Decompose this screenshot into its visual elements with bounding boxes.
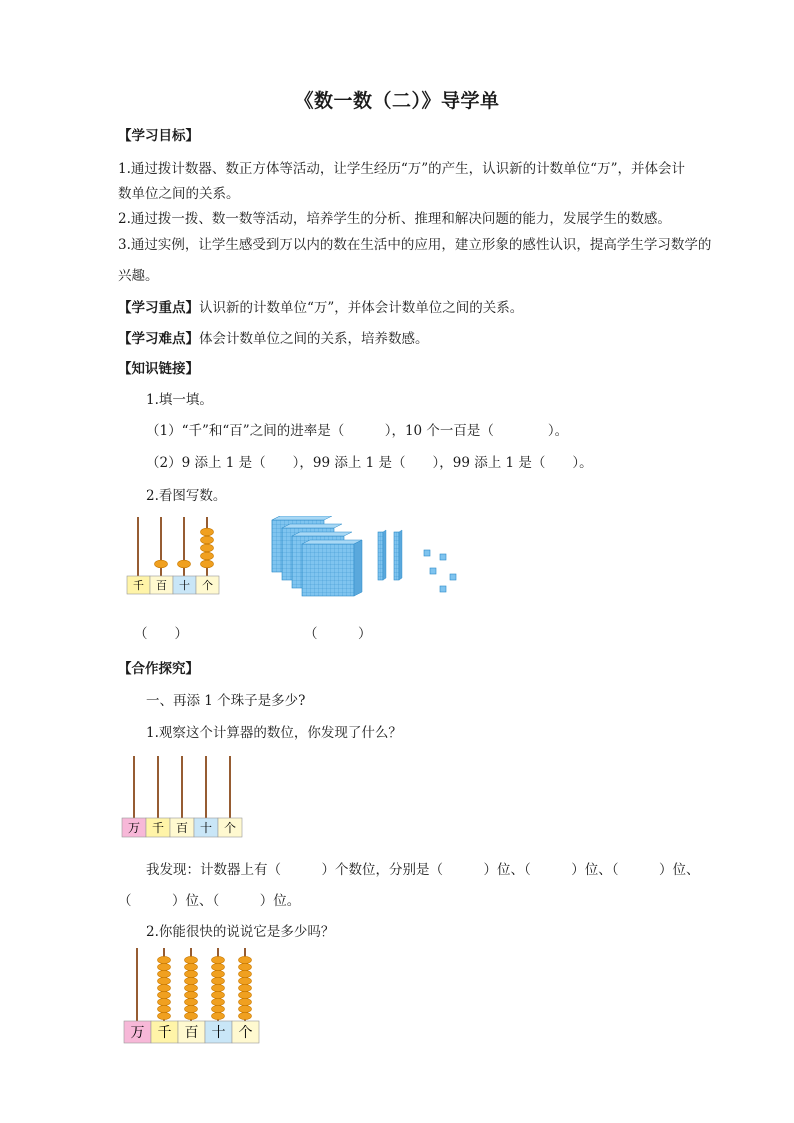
abacus-2-label-bai: 百 xyxy=(175,821,189,835)
bead xyxy=(158,963,171,970)
bead xyxy=(212,984,225,991)
bead xyxy=(239,1012,252,1019)
goal-2: 2.通过拨一拨、数一数等活动，培养学生的分析、推理和解决问题的能力，发展学生的数感。 xyxy=(118,211,671,227)
answer-blank-1[interactable]: （ ） xyxy=(134,626,188,642)
bead xyxy=(158,998,171,1005)
bead xyxy=(158,970,171,977)
goal-1-line-1: 1.通过拨计数器、数正方体等活动，让学生经历“万”的产生，认识新的计数单位“万”，并体会计 xyxy=(118,161,685,177)
abacus-3-beads xyxy=(158,956,252,1019)
abacus-3-label-ge: 个 xyxy=(238,1025,253,1041)
answer-blank-2[interactable]: （ ） xyxy=(304,626,372,642)
goal-3-line-2: 兴趣。 xyxy=(118,268,159,284)
key-point xyxy=(118,296,523,316)
bead xyxy=(185,956,198,963)
difficulty xyxy=(118,327,429,347)
abacus-2 xyxy=(120,752,244,840)
bead xyxy=(239,1005,252,1012)
finding-line-2: （ ）位、（ ）位。 xyxy=(118,893,301,909)
abacus-2-labels xyxy=(122,818,242,837)
abacus-1-label-bai: 百 xyxy=(156,579,167,592)
bead xyxy=(158,1012,171,1019)
bead xyxy=(158,956,171,963)
ten-rods xyxy=(378,530,402,580)
key-point-label: 【学习重点】 xyxy=(118,300,199,316)
goal-3-line-1: 3.通过实例，让学生感受到万以内的数在生活中的应用，建立形象的感性认识，提高学生学习数学的 xyxy=(118,237,712,253)
abacus-1-labels xyxy=(127,576,219,594)
explore-heading: 【合作探究】 xyxy=(118,661,199,677)
goals-heading: 【学习目标】 xyxy=(118,128,199,144)
explore-q1: 1.观察这个计算器的数位，你发现了什么？ xyxy=(146,725,402,741)
abacus-3-label-shi: 十 xyxy=(211,1025,226,1041)
abacus-1 xyxy=(124,512,224,597)
bead xyxy=(239,998,252,1005)
bead xyxy=(185,977,198,984)
bead xyxy=(185,984,198,991)
bead xyxy=(239,963,252,970)
bead xyxy=(185,1012,198,1019)
bead xyxy=(212,991,225,998)
abacus-2-label-shi: 十 xyxy=(199,821,213,835)
bead xyxy=(239,956,252,963)
abacus-3-label-qian: 千 xyxy=(157,1025,172,1041)
bead xyxy=(212,998,225,1005)
bead xyxy=(239,991,252,998)
bead xyxy=(185,970,198,977)
bead xyxy=(239,984,252,991)
abacus-1-label-ge: 个 xyxy=(202,579,213,592)
bead xyxy=(158,1005,171,1012)
bead xyxy=(185,998,198,1005)
key-point-text: 认识新的计数单位“万”，并体会计数单位之间的关系。 xyxy=(199,300,524,316)
bead xyxy=(158,991,171,998)
abacus-1-label-qian: 千 xyxy=(133,579,144,592)
bead xyxy=(212,963,225,970)
abacus-3-label-bai: 百 xyxy=(184,1025,199,1041)
abacus-1-rods xyxy=(138,517,207,579)
bead xyxy=(212,1012,225,1019)
abacus-2-rods xyxy=(134,756,230,820)
bead xyxy=(239,977,252,984)
explore-part-1: 一、再添 1 个珠子是多少? xyxy=(146,693,306,709)
abacus-3-labels xyxy=(124,1021,259,1043)
bead xyxy=(185,1005,198,1012)
thousand-cubes xyxy=(272,516,362,596)
abacus-2-label-ge: 个 xyxy=(223,821,237,835)
unit-cubes xyxy=(424,550,456,592)
base-ten-blocks xyxy=(268,516,468,606)
bead xyxy=(212,1005,225,1012)
knowledge-q1: 1.填一填。 xyxy=(146,392,213,408)
bead xyxy=(158,984,171,991)
abacus-2-label-qian: 千 xyxy=(151,821,165,835)
difficulty-text: 体会计数单位之间的关系，培养数感。 xyxy=(199,331,429,347)
finding-line-1: 我发现：计数器上有（ ）个数位，分别是（ ）位、（ ）位、（ ）位、 xyxy=(146,862,700,878)
knowledge-q1a: （1）“千”和“百”之间的进率是（ ），10 个一百是（ ）。 xyxy=(146,423,569,439)
bead xyxy=(185,991,198,998)
knowledge-heading: 【知识链接】 xyxy=(118,361,199,377)
abacus-3 xyxy=(122,946,262,1046)
abacus-3-label-wan: 万 xyxy=(130,1025,145,1041)
bead xyxy=(212,956,225,963)
bead xyxy=(185,963,198,970)
knowledge-q2: 2.看图写数。 xyxy=(146,488,227,504)
difficulty-label: 【学习难点】 xyxy=(118,331,199,347)
abacus-2-label-wan: 万 xyxy=(127,821,141,835)
bead xyxy=(158,977,171,984)
bead xyxy=(212,970,225,977)
goal-1-line-2: 数单位之间的关系。 xyxy=(118,186,240,202)
bead xyxy=(212,977,225,984)
bead xyxy=(239,970,252,977)
abacus-1-label-shi: 十 xyxy=(179,579,190,592)
knowledge-q1b: （2）9 添上 1 是（ ），99 添上 1 是（ ），99 添上 1 是（ ）。 xyxy=(146,455,593,471)
page-title: 《数一数（二）》导学单 xyxy=(294,90,500,112)
explore-q2: 2.你能很快的说说它是多少吗？ xyxy=(146,924,335,940)
